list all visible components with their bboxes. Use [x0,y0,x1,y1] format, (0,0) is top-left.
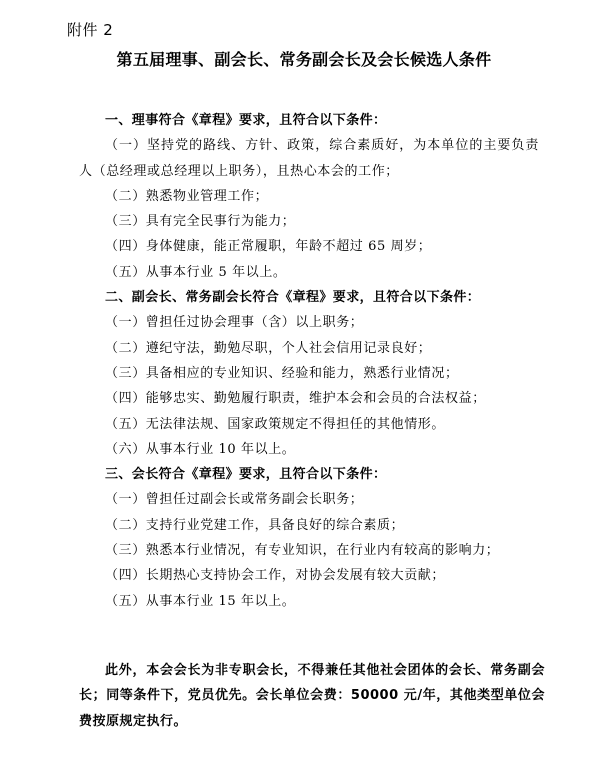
list-item: （一）曾担任过协会理事（含）以上职务； [105,315,364,331]
attachment-label: 附件 2 [67,21,114,39]
list-item: （四）长期热心支持协会工作，对协会发展有较大贡献； [105,568,446,584]
document-title: 第五届理事、副会长、常务副会长及会长候选人条件 [116,50,492,69]
list-item: （四）能够忠实、勤勉履行职责，维护本会和会员的合法权益； [105,391,486,407]
list-item: （二）熟悉物业管理工作； [105,188,269,204]
list-item: （六）从事本行业 10 年以上。 [105,441,296,457]
list-item: （五）从事本行业 15 年以上。 [105,593,296,609]
section-heading-directors: 一、理事符合《章程》要求，且符合以下条件： [105,113,387,128]
list-item: （三）具备相应的专业知识、经验和能力，熟悉行业情况； [105,365,459,381]
conditions-body [79,108,539,614]
list-item: （二）遵纪守法，勤勉尽职，个人社会信用记录良好； [105,340,432,356]
list-item: （二）支持行业党建工作，具备良好的综合素质； [105,517,405,533]
list-item: （三）熟悉本行业情况，有专业知识，在行业内有较高的影响力； [105,543,500,559]
list-item: （一）曾担任过副会长或常务副会长职务； [105,492,364,508]
closing-paragraph: 此外，本会会长为非专职会长，不得兼任其他社会团体的会长、常务副会长；同等条件下，党员优先。会长单位会费：50000 元/年，其他类型单位会费按原规定执行。 [79,663,545,729]
list-item: （一）坚持党的路线、方针、政策，综合素质好，为本单位的主要负责人（总经理或总经理以上职务），且热心本会的工作； [79,138,539,179]
section-heading-president: 三、会长符合《章程》要求，且符合以下条件： [105,467,387,483]
list-item: （五）无法律法规、国家政策规定不得担任的其他情形。 [105,416,446,432]
list-item: （四）身体健康，能正常履职，年龄不超过 65 周岁； [105,239,432,255]
section-heading-vice-presidents: 二、副会长、常务副会长符合《章程》要求，且符合以下条件： [105,290,481,306]
list-item: （三）具有完全民事行为能力； [105,214,296,230]
list-item: （五）从事本行业 5 年以上。 [105,264,287,280]
